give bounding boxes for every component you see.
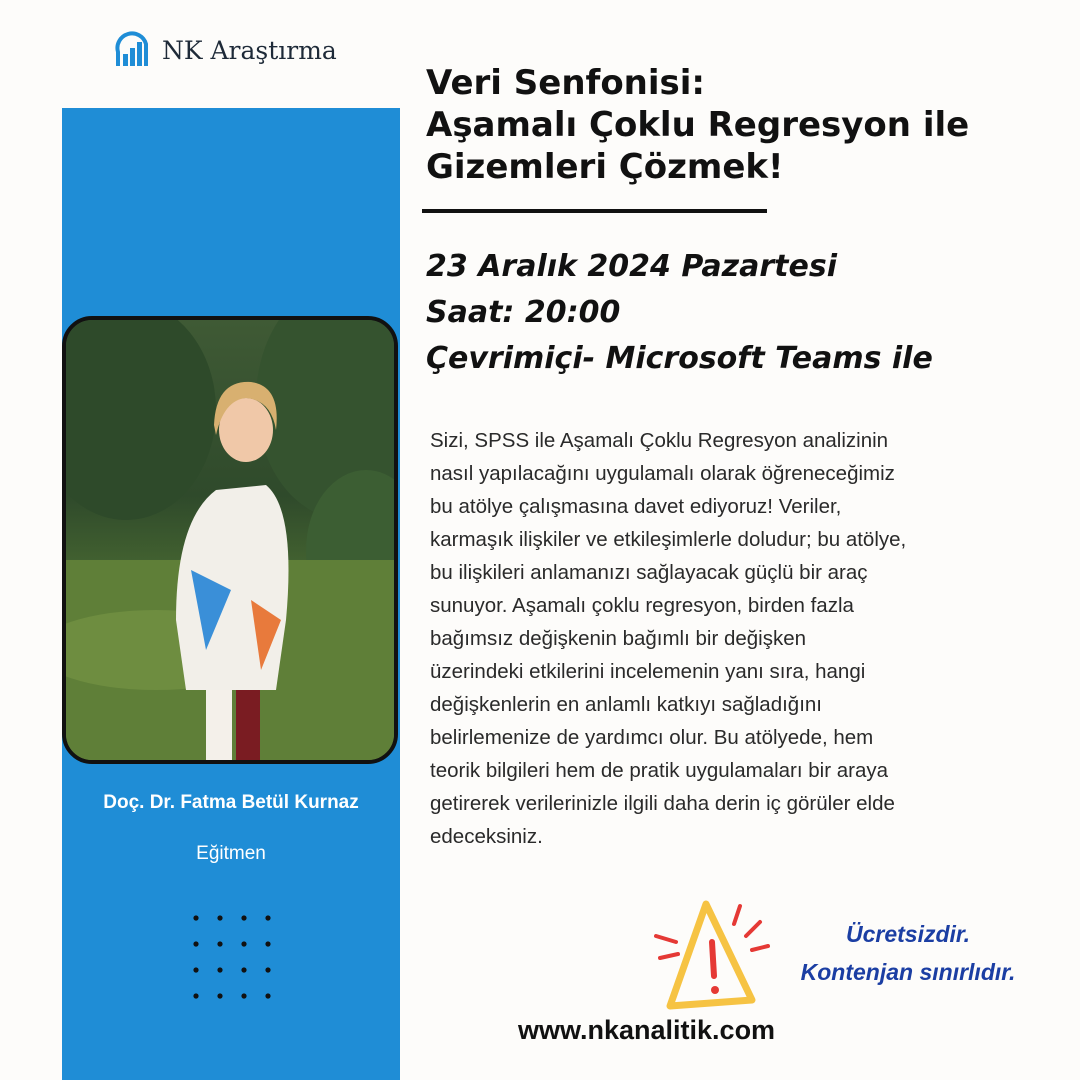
description-line: getirerek verilerinizle ilgili daha derin iç görüler elde <box>430 792 895 815</box>
brand-logo <box>112 30 337 70</box>
description-line: belirlemenize de yardımcı olur. Bu atölyede, hem <box>430 726 874 749</box>
description-line: bu ilişkileri anlamanızı sağlayacak güçlü bir araç <box>430 561 868 584</box>
title-underline <box>422 209 767 213</box>
event-platform: Çevrimiçi- Microsoft Teams ile <box>426 341 933 376</box>
warning-triangle-icon <box>648 896 778 1016</box>
title-line: Veri Senfonisi: <box>426 63 706 103</box>
event-time: Saat: 20:00 <box>426 295 621 330</box>
website-link[interactable]: www.nkanalitik.com <box>518 1015 776 1045</box>
instructor-name: Doç. Dr. Fatma Betül Kurnaz <box>103 792 359 813</box>
title-line: Aşamalı Çoklu Regresyon ile <box>426 105 970 145</box>
notice-text <box>780 915 1036 991</box>
description-line: nasıl yapılacağını uygulamalı olarak öğreneceğimiz <box>430 462 895 485</box>
event-title <box>426 62 1046 188</box>
description-line: bağımsız değişkenin bağımlı bir değişken <box>430 627 807 650</box>
instructor-role: Eğitmen <box>196 843 266 864</box>
instructor-photo <box>62 316 398 764</box>
description-line: üzerindeki etkilerini incelemenin yanı sıra, hangi <box>430 660 866 683</box>
notice-limited: Kontenjan sınırlıdır. <box>800 959 1016 985</box>
description-line: karmaşık ilişkiler ve etkileşimlerle doludur; bu atölye, <box>430 528 907 551</box>
description-line: sunuyor. Aşamalı çoklu regresyon, birden fazla <box>430 594 854 617</box>
event-description <box>430 424 1070 853</box>
description-line: bu atölye çalışmasına davet ediyoruz! Veriler, <box>430 495 842 518</box>
event-info <box>426 246 933 384</box>
title-line: Gizemleri Çözmek! <box>426 147 784 187</box>
decorative-dots <box>193 914 271 1000</box>
description-line: edeceksiniz. <box>430 825 543 848</box>
bar-chart-logo-icon <box>112 30 152 70</box>
description-line: değişkenlerin en anlamlı katkıyı sağladığını <box>430 693 823 716</box>
brand-name: NK Araştırma <box>162 35 337 65</box>
description-line: teorik bilgileri hem de pratik uygulamaları bir araya <box>430 759 889 782</box>
notice-free: Ücretsizdir. <box>846 921 970 947</box>
event-date: 23 Aralık 2024 Pazartesi <box>426 249 837 284</box>
description-line: Sizi, SPSS ile Aşamalı Çoklu Regresyon analizinin <box>430 429 889 452</box>
